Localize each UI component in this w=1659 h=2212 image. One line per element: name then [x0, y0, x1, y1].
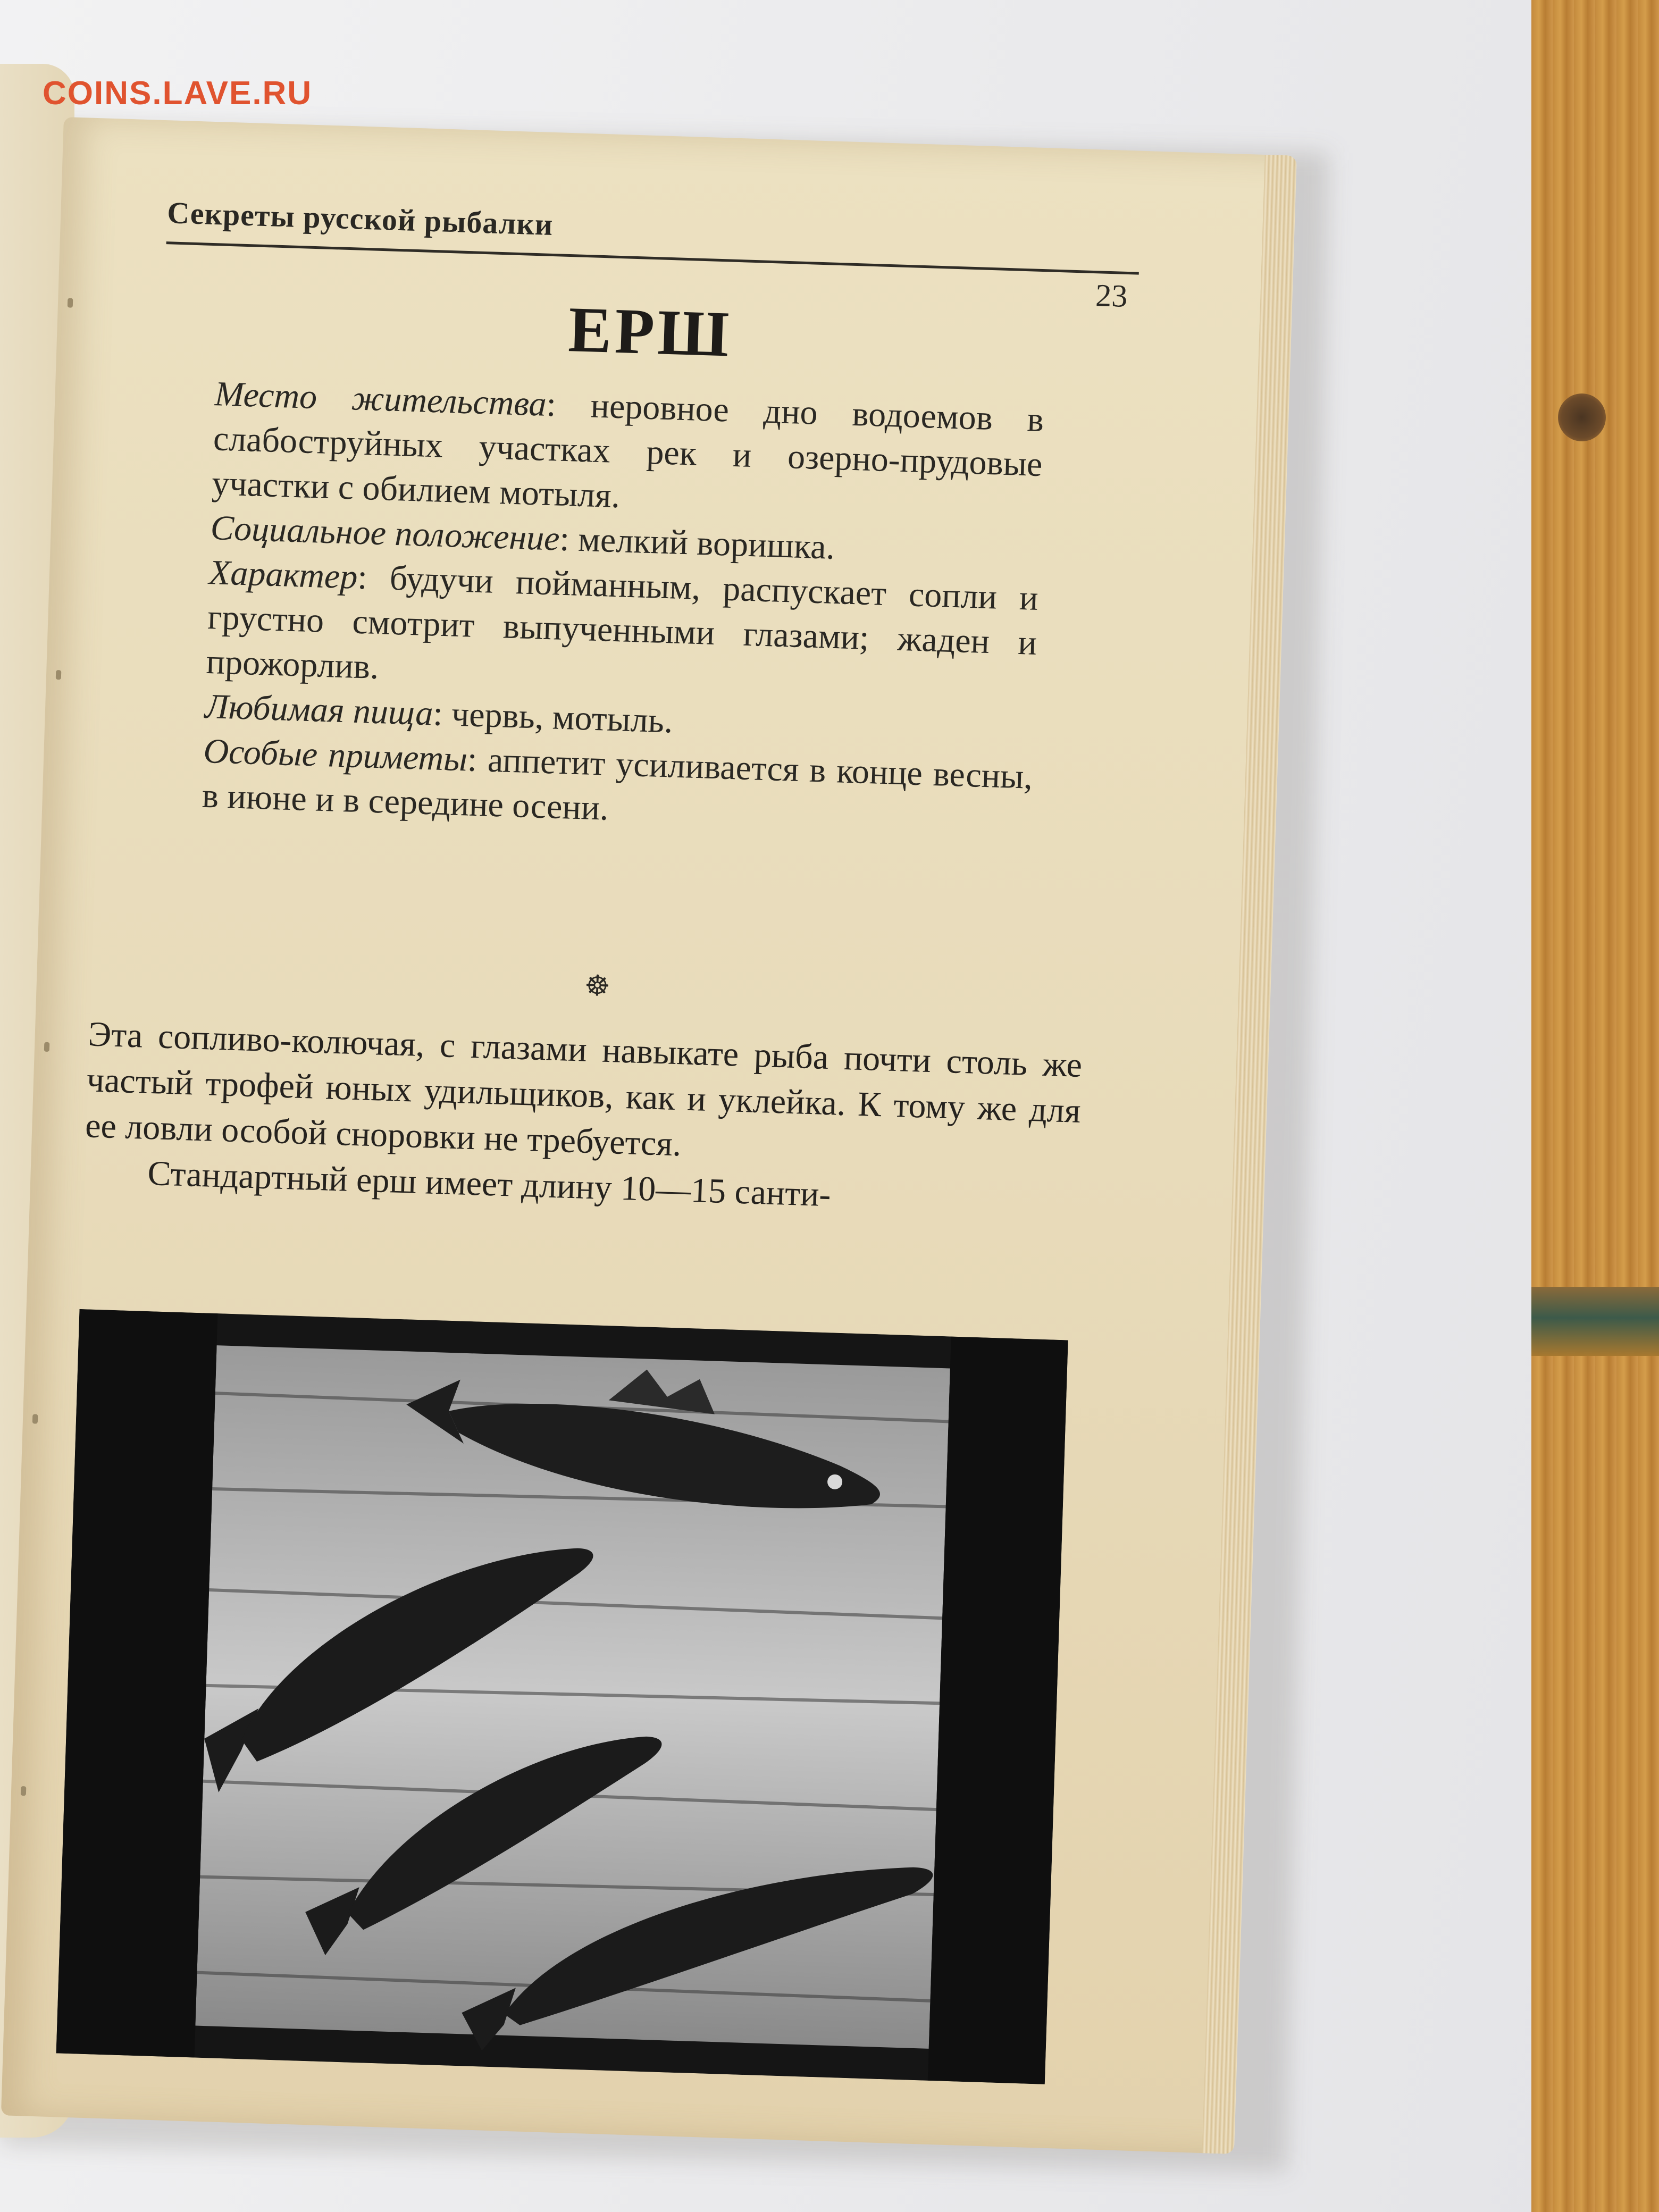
profile-text: : будучи пойманным, распускает сопли и грустно смотрит выпученными глазами; жаден и прожорлив.: [205, 557, 1039, 687]
fish-illustration-graphic: [56, 1309, 1068, 2084]
page-number: 23: [1095, 278, 1128, 314]
paragraph: Эта сопливо-колючая, с глазами навыкате рыба почти столь же частый трофей юных удильщиков, как и уклейка. К тому же для ее ловли особой сноровки не требуется.: [85, 1015, 1083, 1164]
book-page: [1, 117, 1286, 2154]
profile-label: Место жительства: [214, 374, 547, 424]
profile-entry: [206, 550, 1039, 710]
profile-text: : неровное дно водоемов в слабоструйных участках рек и озерно-прудовые участки с обилием мотыля.: [211, 384, 1045, 516]
profile-label: Социальное положение: [210, 508, 560, 558]
ornament-divider-icon: ☸: [584, 969, 611, 1003]
chapter-title: ЕРШ: [567, 294, 733, 371]
watermark-text: COINS.LAVE.RU: [43, 75, 313, 112]
binding-stitch: [56, 670, 62, 680]
wood-knot: [1558, 393, 1606, 441]
profile-label: Любимая пища: [204, 686, 434, 733]
profile-text: : мелкий воришка.: [559, 519, 836, 567]
profile-label: Характер: [208, 553, 358, 597]
binding-stitch: [32, 1414, 38, 1423]
running-head: Секреты русской рыбалки: [166, 195, 554, 242]
body-text: [83, 1011, 1083, 1226]
binding-stitch: [21, 1786, 27, 1796]
fish-illustration: [56, 1309, 1068, 2084]
binding-stitch: [44, 1042, 50, 1052]
profile-text: : аппетит усиливается в конце весны, в июне и в середине осени.: [201, 740, 1034, 828]
wooden-table: [1531, 0, 1659, 2212]
profile-entry: [211, 372, 1044, 532]
profile-text: : червь, мотыль.: [432, 694, 674, 741]
wood-plank-gap: [1531, 1287, 1659, 1356]
paragraph: Стандартный ерш имеет длину 10—15 санти-: [147, 1153, 832, 1214]
profile-label: Особые приметы: [203, 731, 468, 779]
binding-stitch: [68, 298, 73, 307]
fish-profile: [202, 372, 1045, 844]
